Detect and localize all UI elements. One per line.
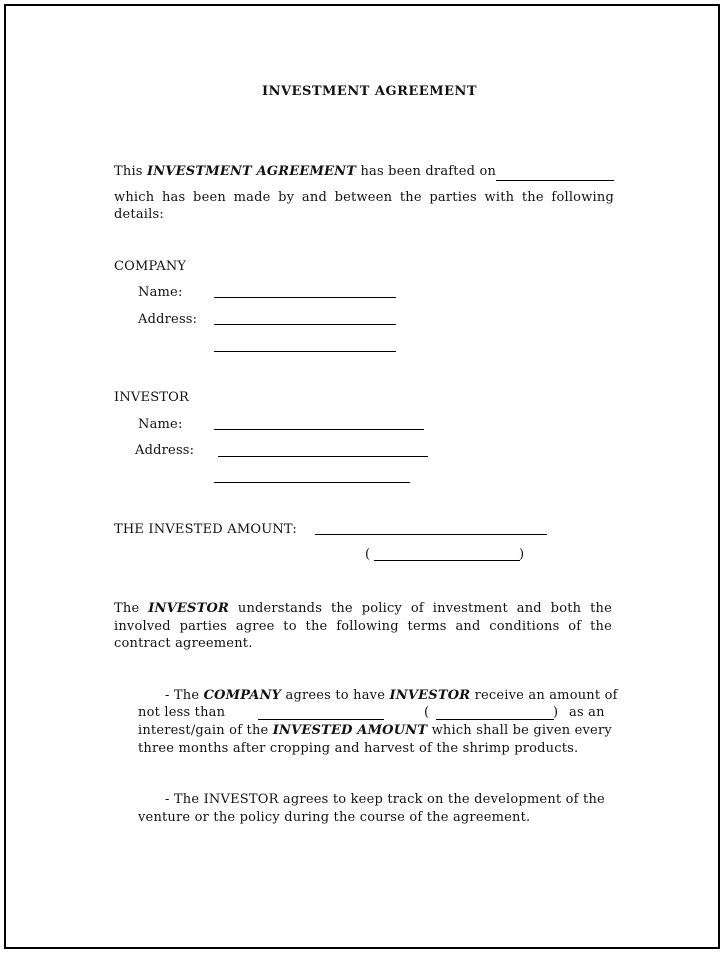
investor-address-blank-2[interactable] — [214, 482, 410, 483]
company-address-blank-2[interactable] — [214, 351, 396, 352]
company-address-label: Address: — [138, 312, 198, 327]
clause1-paren-open: ( — [424, 705, 430, 720]
paren-open: ( — [365, 547, 371, 562]
investor-heading: INVESTOR — [114, 390, 190, 405]
company-heading: COMPANY — [114, 259, 187, 274]
clause1-paren-close: ) — [553, 705, 559, 720]
company-name-label: Name: — [138, 285, 183, 300]
clause2-line-2: venture or the policy during the course of the agreement. — [138, 810, 531, 825]
date-blank[interactable] — [496, 180, 614, 181]
clause1-dash-the: - The — [165, 688, 200, 703]
investor-address-blank-1[interactable] — [218, 456, 428, 457]
clause1-interest-gain: interest/gain of the — [138, 723, 269, 738]
invested-amount-blank[interactable] — [315, 534, 547, 535]
clause1-invested-amount: INVESTED AMOUNT — [272, 723, 428, 738]
clause1-which: which shall be given every — [431, 723, 612, 738]
clause1-line-1 — [165, 688, 618, 703]
clause1-line-4: three months after cropping and harvest of the shrimp products. — [138, 741, 579, 756]
clause1-as-an: as an — [569, 705, 605, 720]
clause1-agrees: agrees to have — [285, 688, 386, 703]
para1-the: The — [114, 601, 140, 616]
para1-rest: understands the policy of investment and both the — [237, 601, 612, 616]
company-name-blank[interactable] — [214, 297, 396, 298]
para1-investor: INVESTOR — [148, 601, 229, 616]
clause1-company: COMPANY — [203, 688, 282, 703]
document-title: INVESTMENT AGREEMENT — [262, 84, 478, 99]
para1-line-2: involved parties agree to the following terms and conditions of the — [114, 619, 612, 634]
invested-amount-label: THE INVESTED AMOUNT: — [114, 522, 297, 537]
clause1-line-3 — [138, 723, 612, 738]
investor-address-label: Address: — [135, 443, 195, 458]
clause1-amount-words-blank[interactable] — [436, 719, 554, 720]
clause2-line-1: - The INVESTOR agrees to keep track on the development of the — [165, 792, 605, 807]
para1-line-3: contract agreement. — [114, 636, 253, 651]
intro-line-1 — [114, 164, 496, 179]
clause1-not-less-than: not less than — [138, 705, 226, 720]
intro-this: This — [114, 164, 143, 179]
investor-name-label: Name: — [138, 417, 183, 432]
clause1-investor: INVESTOR — [389, 688, 471, 703]
intro-line-3: details: — [114, 207, 164, 222]
investor-name-blank[interactable] — [214, 429, 424, 430]
invested-amount-words-blank[interactable] — [374, 560, 520, 561]
paren-close: ) — [519, 547, 525, 562]
document-page — [4, 4, 720, 949]
clause1-amount-blank[interactable] — [258, 719, 384, 720]
intro-drafted-on: has been drafted on — [360, 164, 497, 179]
intro-agreement-name: INVESTMENT AGREEMENT — [147, 164, 357, 179]
intro-line-2: which has been made by and between the parties with the following — [114, 190, 614, 205]
clause1-receive: receive an amount of — [474, 688, 618, 703]
para1-line-1 — [114, 600, 612, 618]
company-address-blank-1[interactable] — [214, 324, 396, 325]
